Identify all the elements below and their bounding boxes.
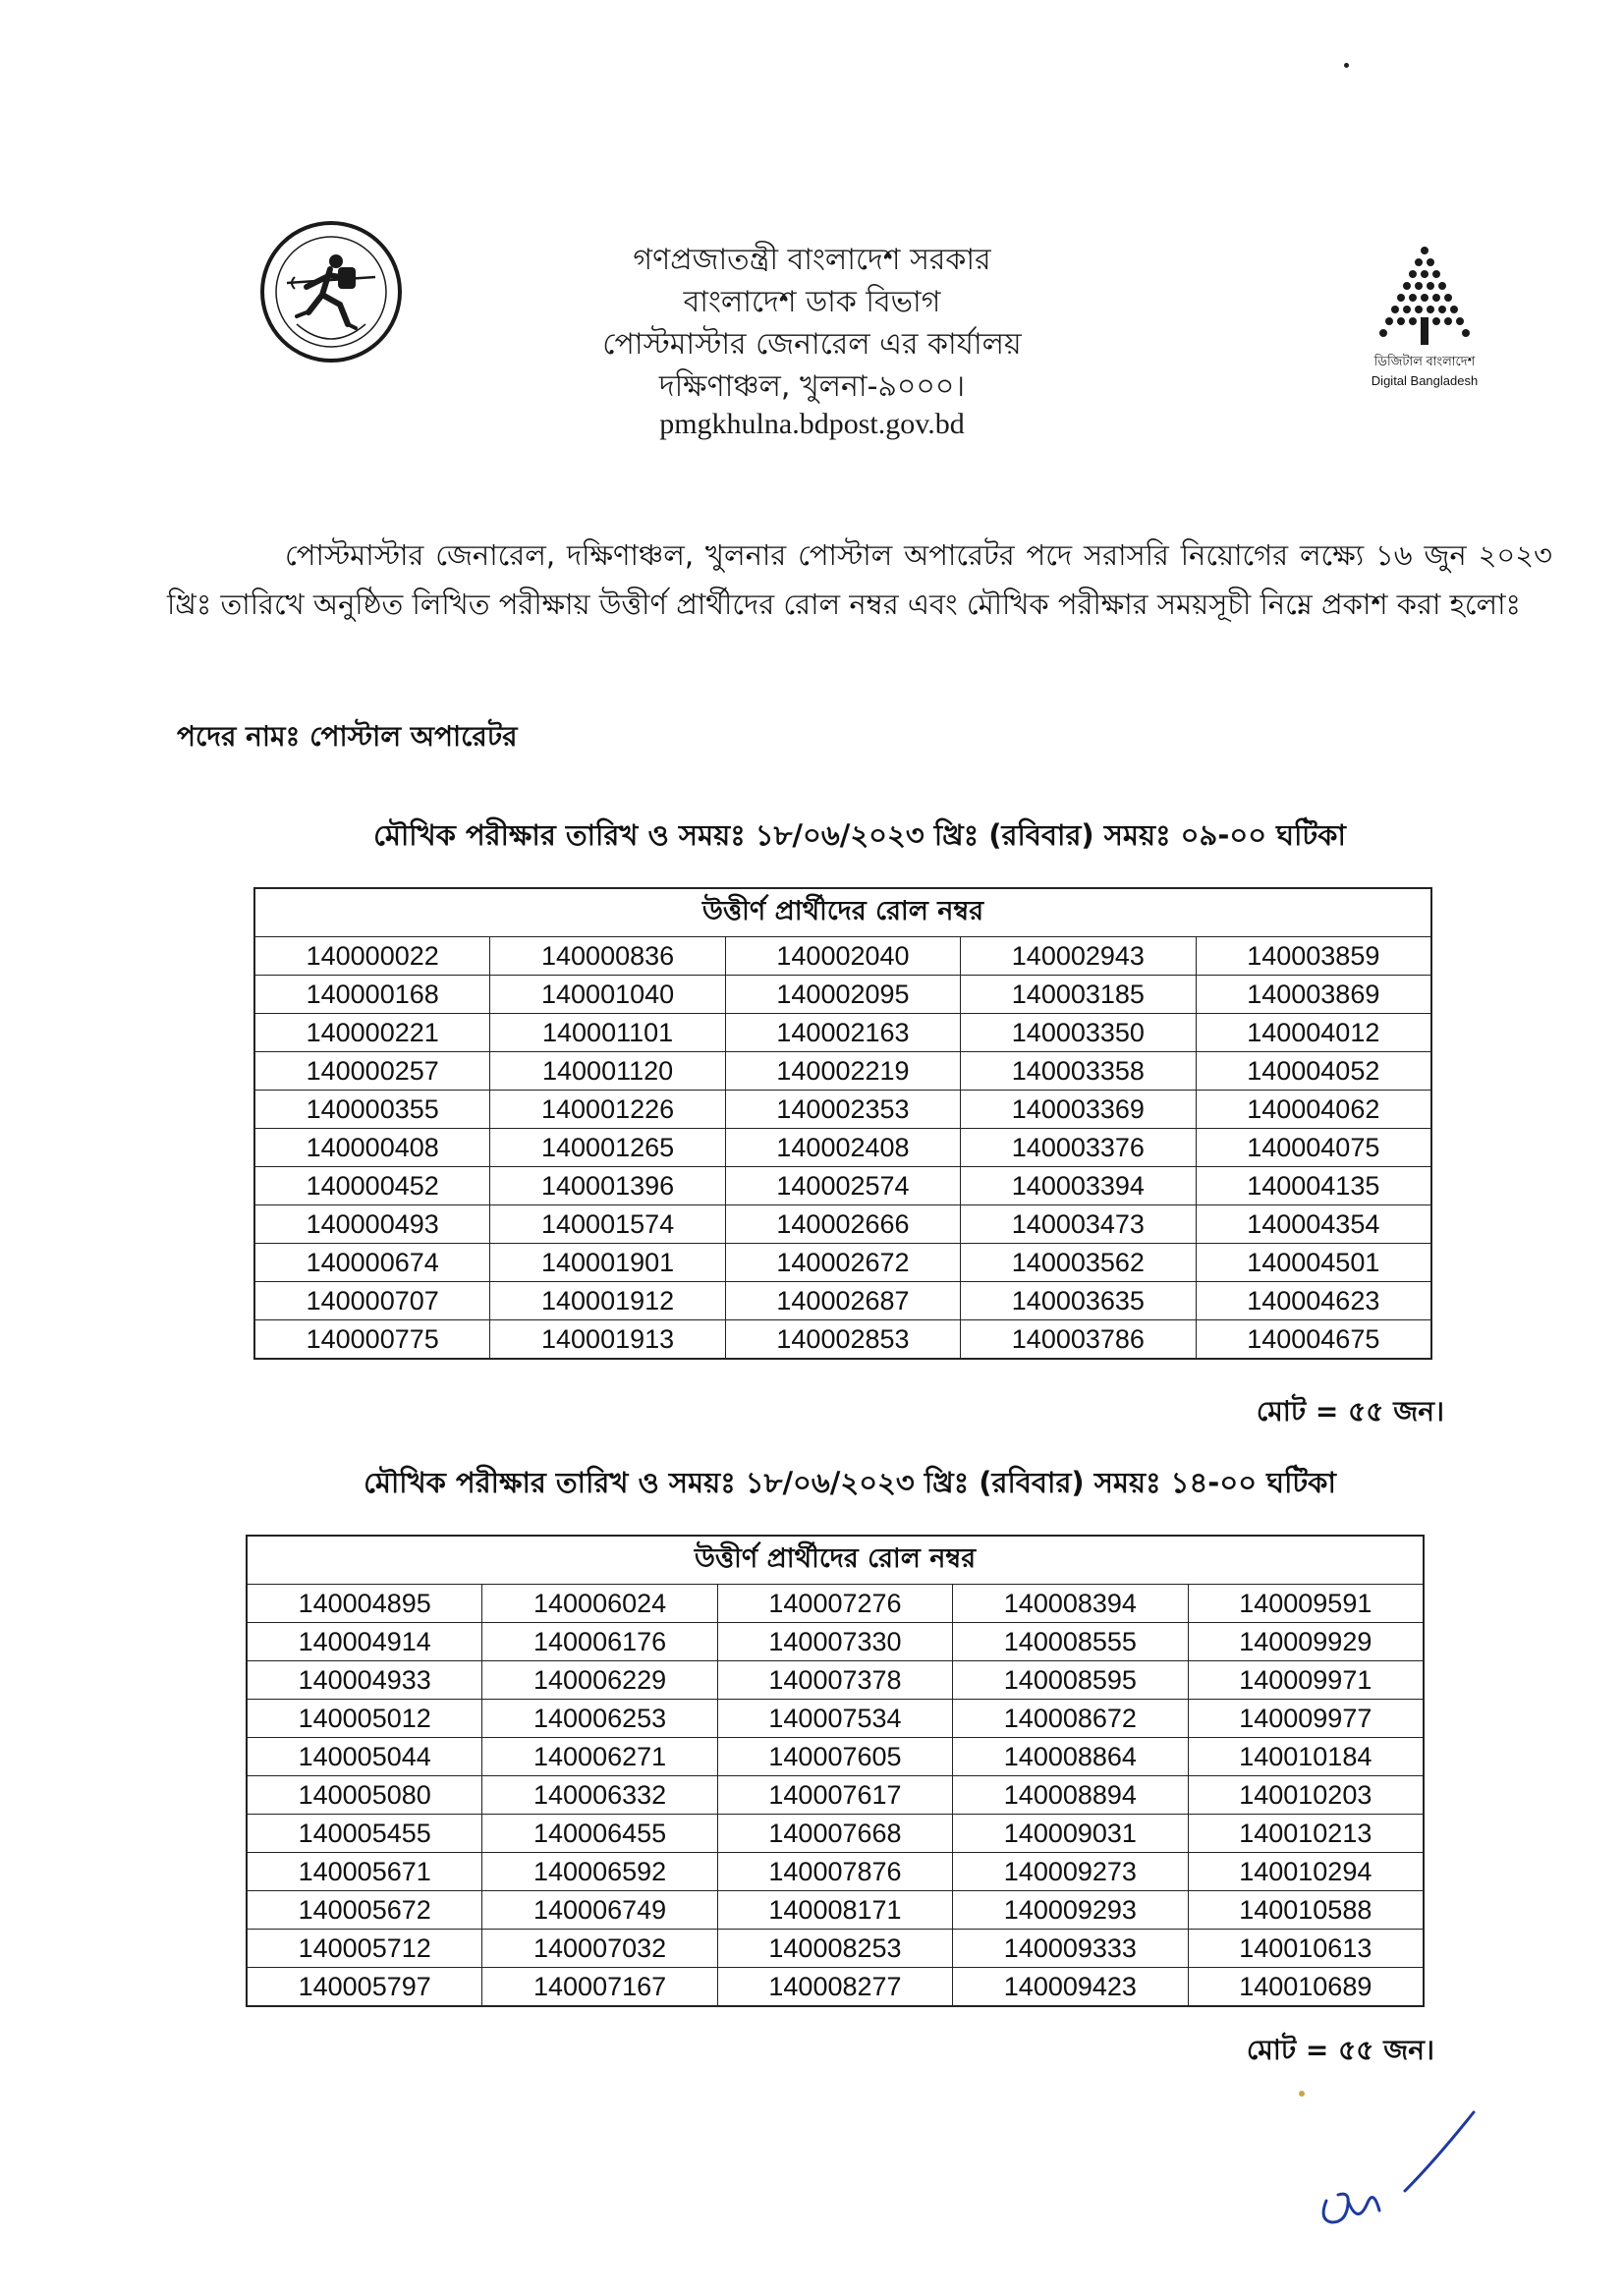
- roll-number-cell: 140002219: [725, 1052, 960, 1091]
- table-row: [247, 1623, 1424, 1661]
- table-row: [247, 1661, 1424, 1700]
- roll-number-cell: 140000355: [254, 1091, 490, 1129]
- roll-number-cell: 140005080: [247, 1776, 482, 1815]
- roll-number-cell: 140010689: [1188, 1968, 1424, 2007]
- roll-number-cell: 140001396: [490, 1167, 725, 1205]
- roll-number-cell: 140003369: [961, 1091, 1196, 1129]
- roll-number-cell: 140004075: [1196, 1129, 1431, 1167]
- roll-number-cell: 140001265: [490, 1129, 725, 1167]
- roll-number-cell: 140003394: [961, 1167, 1196, 1205]
- roll-number-cell: 140010613: [1188, 1930, 1424, 1968]
- roll-number-cell: 140008253: [717, 1930, 952, 1968]
- roll-number-cell: 140004354: [1196, 1205, 1431, 1244]
- table-row: [247, 1700, 1424, 1738]
- roll-number-cell: 140000674: [254, 1244, 490, 1282]
- table-row: [247, 1738, 1424, 1776]
- roll-number-cell: 140001574: [490, 1205, 725, 1244]
- roll-number-cell: 140005044: [247, 1738, 482, 1776]
- roll-number-cell: 140002687: [725, 1282, 960, 1320]
- roll-number-cell: 140008171: [717, 1891, 952, 1930]
- roll-number-cell: 140006271: [482, 1738, 717, 1776]
- roll-number-cell: 140003358: [961, 1052, 1196, 1091]
- roll-number-cell: 140004501: [1196, 1244, 1431, 1282]
- roll-number-cell: 140010213: [1188, 1815, 1424, 1853]
- roll-number-cell: 140009977: [1188, 1700, 1424, 1738]
- roll-number-cell: 140000493: [254, 1205, 490, 1244]
- roll-number-cell: 140010184: [1188, 1738, 1424, 1776]
- roll-number-cell: 140002943: [961, 937, 1196, 976]
- digital-bangladesh-en: Digital Bangladesh: [1371, 373, 1479, 388]
- table-row: [247, 1853, 1424, 1891]
- session2-roll-table: [246, 1535, 1425, 2007]
- roll-number-cell: 140006176: [482, 1623, 717, 1661]
- roll-number-cell: 140005797: [247, 1968, 482, 2007]
- table-row: [254, 1320, 1431, 1360]
- roll-number-cell: 140000221: [254, 1014, 490, 1052]
- roll-number-cell: 140007534: [717, 1700, 952, 1738]
- roll-number-cell: 140007167: [482, 1968, 717, 2007]
- roll-number-cell: 140009929: [1188, 1623, 1424, 1661]
- table-row: [247, 1930, 1424, 1968]
- ink-dot-top: [1344, 63, 1349, 68]
- header-department: বাংলাদেশ ডাক বিভাগ: [683, 285, 941, 319]
- session1-roll-table: [253, 887, 1432, 1360]
- roll-number-cell: 140005672: [247, 1891, 482, 1930]
- roll-number-cell: 140004895: [247, 1585, 482, 1623]
- roll-number-cell: 140003869: [1196, 976, 1431, 1014]
- table-row: [254, 1244, 1431, 1282]
- header-office: পোস্টমাস্টার জেনারেল এর কার্যালয়: [602, 327, 1022, 362]
- notice-paragraph: পোস্টমাস্টার জেনারেল, দক্ষিণাঞ্চল, খুলনার পোস্টাল অপারেটর পদে সরাসরি নিয়োগের লক্ষ্যে ১৬ জুন ২০২৩ খ্রিঃ তারিখে অনুষ্ঠিত লিখিত পরীক্ষায় উত্তীর্ণ প্রার্থীদের রোল নম্বর এবং মৌখিক পরীক্ষার সময়সূচী নিম্নে প্রকাশ করা হলোঃ: [167, 538, 1552, 621]
- session1-table-title: উত্তীর্ণ প্রার্থীদের রোল নম্বর: [254, 888, 1431, 937]
- roll-number-cell: 140004062: [1196, 1091, 1431, 1129]
- roll-number-cell: 140008394: [953, 1585, 1188, 1623]
- roll-number-cell: 140000775: [254, 1320, 490, 1360]
- roll-number-cell: 140000836: [490, 937, 725, 976]
- roll-number-cell: 140003185: [961, 976, 1196, 1014]
- roll-number-cell: 140004052: [1196, 1052, 1431, 1091]
- roll-number-cell: 140008277: [717, 1968, 952, 2007]
- roll-number-cell: 140010588: [1188, 1891, 1424, 1930]
- roll-number-cell: 140002095: [725, 976, 960, 1014]
- roll-number-cell: 140001913: [490, 1320, 725, 1360]
- roll-number-cell: 140000257: [254, 1052, 490, 1091]
- roll-number-cell: 140000707: [254, 1282, 490, 1320]
- roll-number-cell: 140002163: [725, 1014, 960, 1052]
- roll-number-cell: 140000022: [254, 937, 490, 976]
- table-row: [254, 1167, 1431, 1205]
- table-row: [254, 976, 1431, 1014]
- roll-number-cell: 140009971: [1188, 1661, 1424, 1700]
- header-address: দক্ষিণাঞ্চল, খুলনা-৯০০০।: [658, 369, 966, 404]
- roll-number-cell: 140004933: [247, 1661, 482, 1700]
- ink-dot: [1299, 2091, 1305, 2097]
- roll-number-cell: 140008864: [953, 1738, 1188, 1776]
- roll-number-cell: 140002666: [725, 1205, 960, 1244]
- roll-number-cell: 140003473: [961, 1205, 1196, 1244]
- post-name: পদের নামঃ পোস্টাল অপারেটর: [177, 720, 518, 753]
- roll-number-cell: 140001120: [490, 1052, 725, 1091]
- roll-number-cell: 140000168: [254, 976, 490, 1014]
- roll-number-cell: 140009293: [953, 1891, 1188, 1930]
- roll-number-cell: 140005712: [247, 1930, 482, 1968]
- roll-number-cell: 140009273: [953, 1853, 1188, 1891]
- session2-total: মোট = ৫৫ জন।: [1246, 2034, 1434, 2066]
- session2-table-title: উত্তীর্ণ প্রার্থীদের রোল নম্বর: [247, 1536, 1424, 1585]
- roll-number-cell: 140005671: [247, 1853, 482, 1891]
- roll-number-cell: 140009423: [953, 1968, 1188, 2007]
- roll-number-cell: 140010294: [1188, 1853, 1424, 1891]
- roll-number-cell: 140009031: [953, 1815, 1188, 1853]
- session1-table-body: [254, 937, 1431, 1360]
- roll-number-cell: 140002672: [725, 1244, 960, 1282]
- roll-number-cell: 140007605: [717, 1738, 952, 1776]
- roll-number-cell: 140007276: [717, 1585, 952, 1623]
- roll-number-cell: 140002853: [725, 1320, 960, 1360]
- roll-number-cell: 140001912: [490, 1282, 725, 1320]
- roll-number-cell: 140001901: [490, 1244, 725, 1282]
- table-row: [254, 1052, 1431, 1091]
- roll-number-cell: 140003635: [961, 1282, 1196, 1320]
- session2-table-body: [247, 1585, 1424, 2007]
- roll-number-cell: 140003376: [961, 1129, 1196, 1167]
- roll-number-cell: 140004914: [247, 1623, 482, 1661]
- roll-number-cell: 140007378: [717, 1661, 952, 1700]
- roll-number-cell: 140008672: [953, 1700, 1188, 1738]
- table-row: [247, 1968, 1424, 2007]
- table-row: [254, 1014, 1431, 1052]
- header-website: pmgkhulna.bdpost.gov.bd: [659, 408, 965, 440]
- roll-number-cell: 140009591: [1188, 1585, 1424, 1623]
- roll-number-cell: 140000452: [254, 1167, 490, 1205]
- signature-icon: [1297, 2102, 1513, 2250]
- table-row: [247, 1585, 1424, 1623]
- roll-number-cell: 140006229: [482, 1661, 717, 1700]
- roll-number-cell: 140002574: [725, 1167, 960, 1205]
- roll-number-cell: 140006253: [482, 1700, 717, 1738]
- roll-number-cell: 140003859: [1196, 937, 1431, 976]
- roll-number-cell: 140000408: [254, 1129, 490, 1167]
- table-row: [247, 1776, 1424, 1815]
- roll-number-cell: 140001101: [490, 1014, 725, 1052]
- table-row: [247, 1891, 1424, 1930]
- table-row: [254, 1205, 1431, 1244]
- roll-number-cell: 140009333: [953, 1930, 1188, 1968]
- signature: [1297, 2102, 1513, 2250]
- roll-number-cell: 140003562: [961, 1244, 1196, 1282]
- roll-number-cell: 140002040: [725, 937, 960, 976]
- roll-number-cell: 140008555: [953, 1623, 1188, 1661]
- roll-number-cell: 140005455: [247, 1815, 482, 1853]
- roll-number-cell: 140004012: [1196, 1014, 1431, 1052]
- roll-number-cell: 140006455: [482, 1815, 717, 1853]
- roll-number-cell: 140006332: [482, 1776, 717, 1815]
- roll-number-cell: 140004623: [1196, 1282, 1431, 1320]
- roll-number-cell: 140008894: [953, 1776, 1188, 1815]
- roll-number-cell: 140005012: [247, 1700, 482, 1738]
- session1-heading: মৌখিক পরীক্ষার তারিখ ও সময়ঃ ১৮/০৬/২০২৩ খ্রিঃ (রবিবার) সময়ঃ ০৯-০০ ঘটিকা: [373, 818, 1346, 852]
- roll-number-cell: 140010203: [1188, 1776, 1424, 1815]
- roll-number-cell: 140007668: [717, 1815, 952, 1853]
- roll-number-cell: 140007617: [717, 1776, 952, 1815]
- roll-number-cell: 140006592: [482, 1853, 717, 1891]
- roll-number-cell: 140002408: [725, 1129, 960, 1167]
- roll-number-cell: 140002353: [725, 1091, 960, 1129]
- roll-number-cell: 140001226: [490, 1091, 725, 1129]
- roll-number-cell: 140006749: [482, 1891, 717, 1930]
- session1-total: মোট = ৫৫ জন।: [1256, 1395, 1444, 1428]
- table-row: [254, 937, 1431, 976]
- roll-number-cell: 140003350: [961, 1014, 1196, 1052]
- table-row: [254, 1129, 1431, 1167]
- roll-number-cell: 140003786: [961, 1320, 1196, 1360]
- roll-number-cell: 140004675: [1196, 1320, 1431, 1360]
- roll-number-cell: 140008595: [953, 1661, 1188, 1700]
- digital-bangladesh-bn: ডিজিটাল বাংলাদেশ: [1373, 354, 1476, 368]
- roll-number-cell: 140001040: [490, 976, 725, 1014]
- roll-number-cell: 140006024: [482, 1585, 717, 1623]
- header-govt: গণপ্রজাতন্ত্রী বাংলাদেশ সরকার: [633, 243, 991, 277]
- roll-number-cell: 140007876: [717, 1853, 952, 1891]
- session2-heading: মৌখিক পরীক্ষার তারিখ ও সময়ঃ ১৮/০৬/২০২৩ খ্রিঃ (রবিবার) সময়ঃ ১৪-০০ ঘটিকা: [364, 1466, 1336, 1499]
- table-row: [247, 1815, 1424, 1853]
- table-row: [254, 1282, 1431, 1320]
- roll-number-cell: 140007032: [482, 1930, 717, 1968]
- table-row: [254, 1091, 1431, 1129]
- roll-number-cell: 140007330: [717, 1623, 952, 1661]
- roll-number-cell: 140004135: [1196, 1167, 1431, 1205]
